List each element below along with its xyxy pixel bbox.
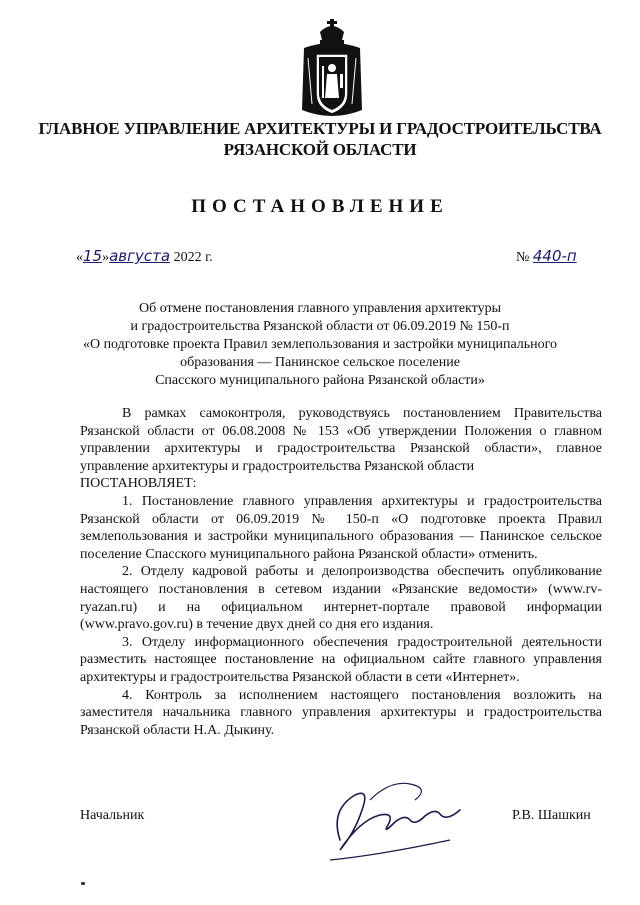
decree-word: ПОСТАНОВЛЯЕТ:: [80, 476, 197, 492]
coat-of-arms-emblem: [296, 18, 368, 130]
signatory-role: Начальник: [80, 808, 145, 823]
scan-speck: [81, 882, 85, 885]
document-number: [516, 247, 577, 266]
document-subject: [0, 300, 640, 390]
date-year: 2022 г.: [173, 250, 213, 265]
date-month-handwritten: августа: [109, 247, 171, 265]
handwritten-signature: [300, 770, 480, 880]
item-1: 1. Постановление главного управления архитектуры и градостроительства Рязанской области от 06.09.2019 № 150-п «О подготовке проекта Правил землепользования и застройки муниципального образования — Панинское сельское поселение Спасского муниципального района Рязанской области» отменить.: [80, 493, 602, 562]
subject-line: Об отмене постановления главного управления архитектуры: [138, 301, 502, 316]
subject-line: и градостроительства Рязанской области от 06.09.2019 № 150-п: [130, 319, 510, 334]
number-value-handwritten: 440-п: [532, 247, 577, 265]
subject-line: образования — Панинское сельское поселение: [180, 355, 460, 370]
date-day-handwritten: 15: [83, 247, 103, 265]
organization-name: [0, 118, 640, 160]
subject-line: Спасского муниципального района Рязанской области»: [155, 373, 485, 388]
number-prefix: №: [516, 250, 530, 265]
subject-line: «О подготовке проекта Правил землепользования и застройки муниципального: [82, 337, 558, 352]
item-2: 2. Отделу кадровой работы и делопроизводства обеспечить опубликование настоящего постановления в сетевом издании «Рязанские ведомости» (www.rv-ryazan.ru) и на официальном интернет-портале правовой информации (www.pravo.gov.ru) в течение двух дней со дня его издания.: [80, 564, 602, 633]
document-type-title: ПОСТАНОВЛЕНИЕ: [191, 196, 449, 217]
signatory-name: Р.В. Шашкин: [512, 808, 591, 823]
date-close-quote: »: [102, 250, 110, 265]
document-body: [80, 405, 602, 739]
date-open-quote: «: [76, 250, 83, 265]
item-4: 4. Контроль за исполнением настоящего постановления возложить на заместителя начальника главного управления архитектуры и градостроительства Рязанской области Н.А. Дыкину.: [80, 687, 602, 738]
signature-block: [0, 800, 640, 880]
org-line-1: ГЛАВНОЕ УПРАВЛЕНИЕ АРХИТЕКТУРЫ И ГРАДОСТРОИТЕЛЬСТВА: [38, 119, 602, 138]
org-line-2: РЯЗАНСКОЙ ОБЛАСТИ: [223, 140, 417, 159]
intro-paragraph: В рамках самоконтроля, руководствуясь постановлением Правительства Рязанской области от 06.08.2008 № 153 «Об утверждении Положения о главном управлении архитектуры и градостроительства Рязанской области», главное управление архитектуры и градостроительства Рязанской области: [80, 406, 602, 474]
document-date: [76, 247, 213, 266]
item-3: 3. Отделу информационного обеспечения градостроительной деятельности разместить настоящее постановление на официальном сайте главного управления архитектуры и градостроительства Рязанской области в сети «Интернет».: [80, 634, 602, 685]
